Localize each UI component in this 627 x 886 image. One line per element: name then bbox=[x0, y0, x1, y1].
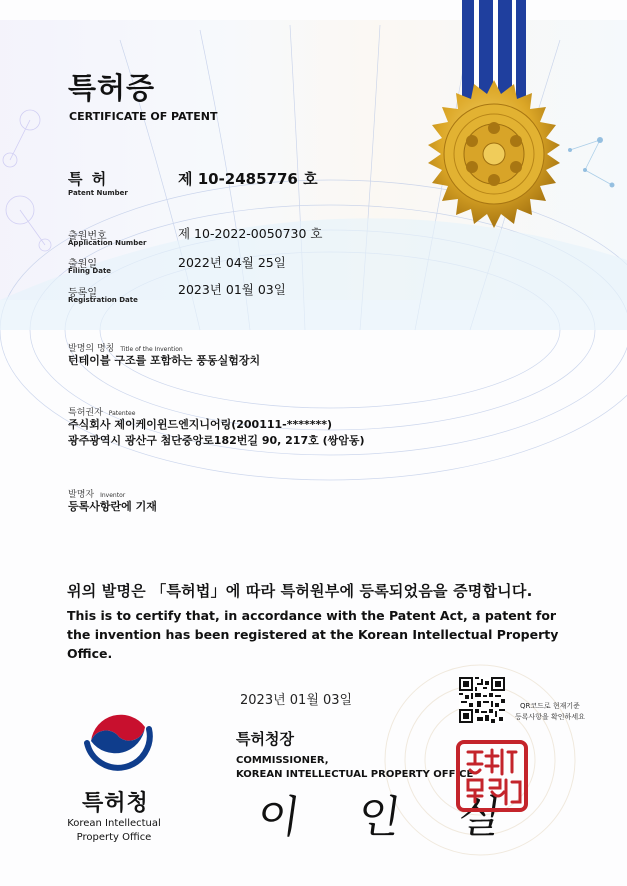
commissioner-title-en-line1: COMMISSIONER, bbox=[236, 755, 329, 766]
commissioner-title-kr: 특허청장 bbox=[236, 730, 294, 748]
invention-label-en: Title of the Invention bbox=[120, 346, 183, 353]
red-official-seal bbox=[456, 740, 528, 812]
application-number-label-en: Application Number bbox=[68, 239, 147, 247]
patent-number-label-en: Patent Number bbox=[68, 189, 128, 197]
registration-date-label-en: Registration Date bbox=[68, 296, 138, 304]
office-name-en-line1: Korean Intellectual bbox=[67, 818, 161, 829]
office-name-en bbox=[62, 817, 166, 845]
filing-date-value: 2022년 04월 25일 bbox=[178, 255, 286, 270]
application-number-value: 제 10-2022-0050730 호 bbox=[178, 226, 323, 241]
inventor-value: 등록사항란에 기재 bbox=[68, 500, 157, 513]
patent-number-label-kr: 특 허 bbox=[68, 170, 109, 188]
qr-code[interactable] bbox=[459, 677, 505, 723]
patentee-label-en: Patentee bbox=[108, 410, 136, 417]
inventor-label-en: Inventor bbox=[100, 492, 126, 499]
patent-number-value: 제 10-2485776 호 bbox=[178, 170, 318, 188]
certificate-title-kr: 특허증 bbox=[68, 71, 156, 105]
filing-date-label-en: Filing Date bbox=[68, 267, 112, 275]
certificate-title-en: CERTIFICATE OF PATENT bbox=[69, 110, 218, 123]
qr-caption-line1: QR코드로 현재기준 bbox=[519, 702, 580, 710]
application-number-label-kr: 출원번호 bbox=[68, 231, 107, 242]
commissioner-title-en-line2: KOREAN INTELLECTUAL PROPERTY OFFICE bbox=[236, 769, 474, 780]
patentee-label-kr: 특허권자 bbox=[68, 408, 103, 418]
patentee-name: 주식회사 제이케이윈드엔지니어링(200111-*******) bbox=[68, 418, 333, 431]
issue-date: 2023년 01월 03일 bbox=[240, 693, 353, 708]
commissioner-signature: 이 인 실 bbox=[253, 792, 527, 843]
qr-caption-line2: 등록사항을 확인하세요 bbox=[515, 713, 585, 721]
invention-title-value: 턴테이블 구조를 포함하는 풍동실험장치 bbox=[68, 354, 261, 367]
certification-statement-kr: 위의 발명은 「특허법」에 따라 특허원부에 등록되었음을 증명합니다. bbox=[67, 582, 533, 600]
office-name-kr: 특허청 bbox=[82, 791, 149, 816]
patentee-address: 광주광역시 광산구 첨단중앙로182번길 90, 217호 (쌍암동) bbox=[68, 434, 365, 447]
inventor-label-kr: 발명자 bbox=[68, 490, 95, 500]
qr-caption bbox=[515, 701, 585, 723]
registration-date-label-kr: 등록일 bbox=[68, 288, 97, 299]
office-name-en-line2: Property Office bbox=[76, 832, 152, 843]
invention-label-kr: 발명의 명칭 bbox=[68, 344, 115, 354]
filing-date-label-kr: 출원일 bbox=[68, 259, 97, 270]
kipo-logo-icon bbox=[79, 697, 157, 775]
gold-seal-emblem bbox=[418, 78, 570, 230]
certification-statement-en: This is to certify that, in accordance with the Patent Act, a patent for the invention has been registered at the Korean Intellectual Property Office. bbox=[67, 608, 559, 661]
registration-date-value: 2023년 01월 03일 bbox=[178, 282, 286, 297]
